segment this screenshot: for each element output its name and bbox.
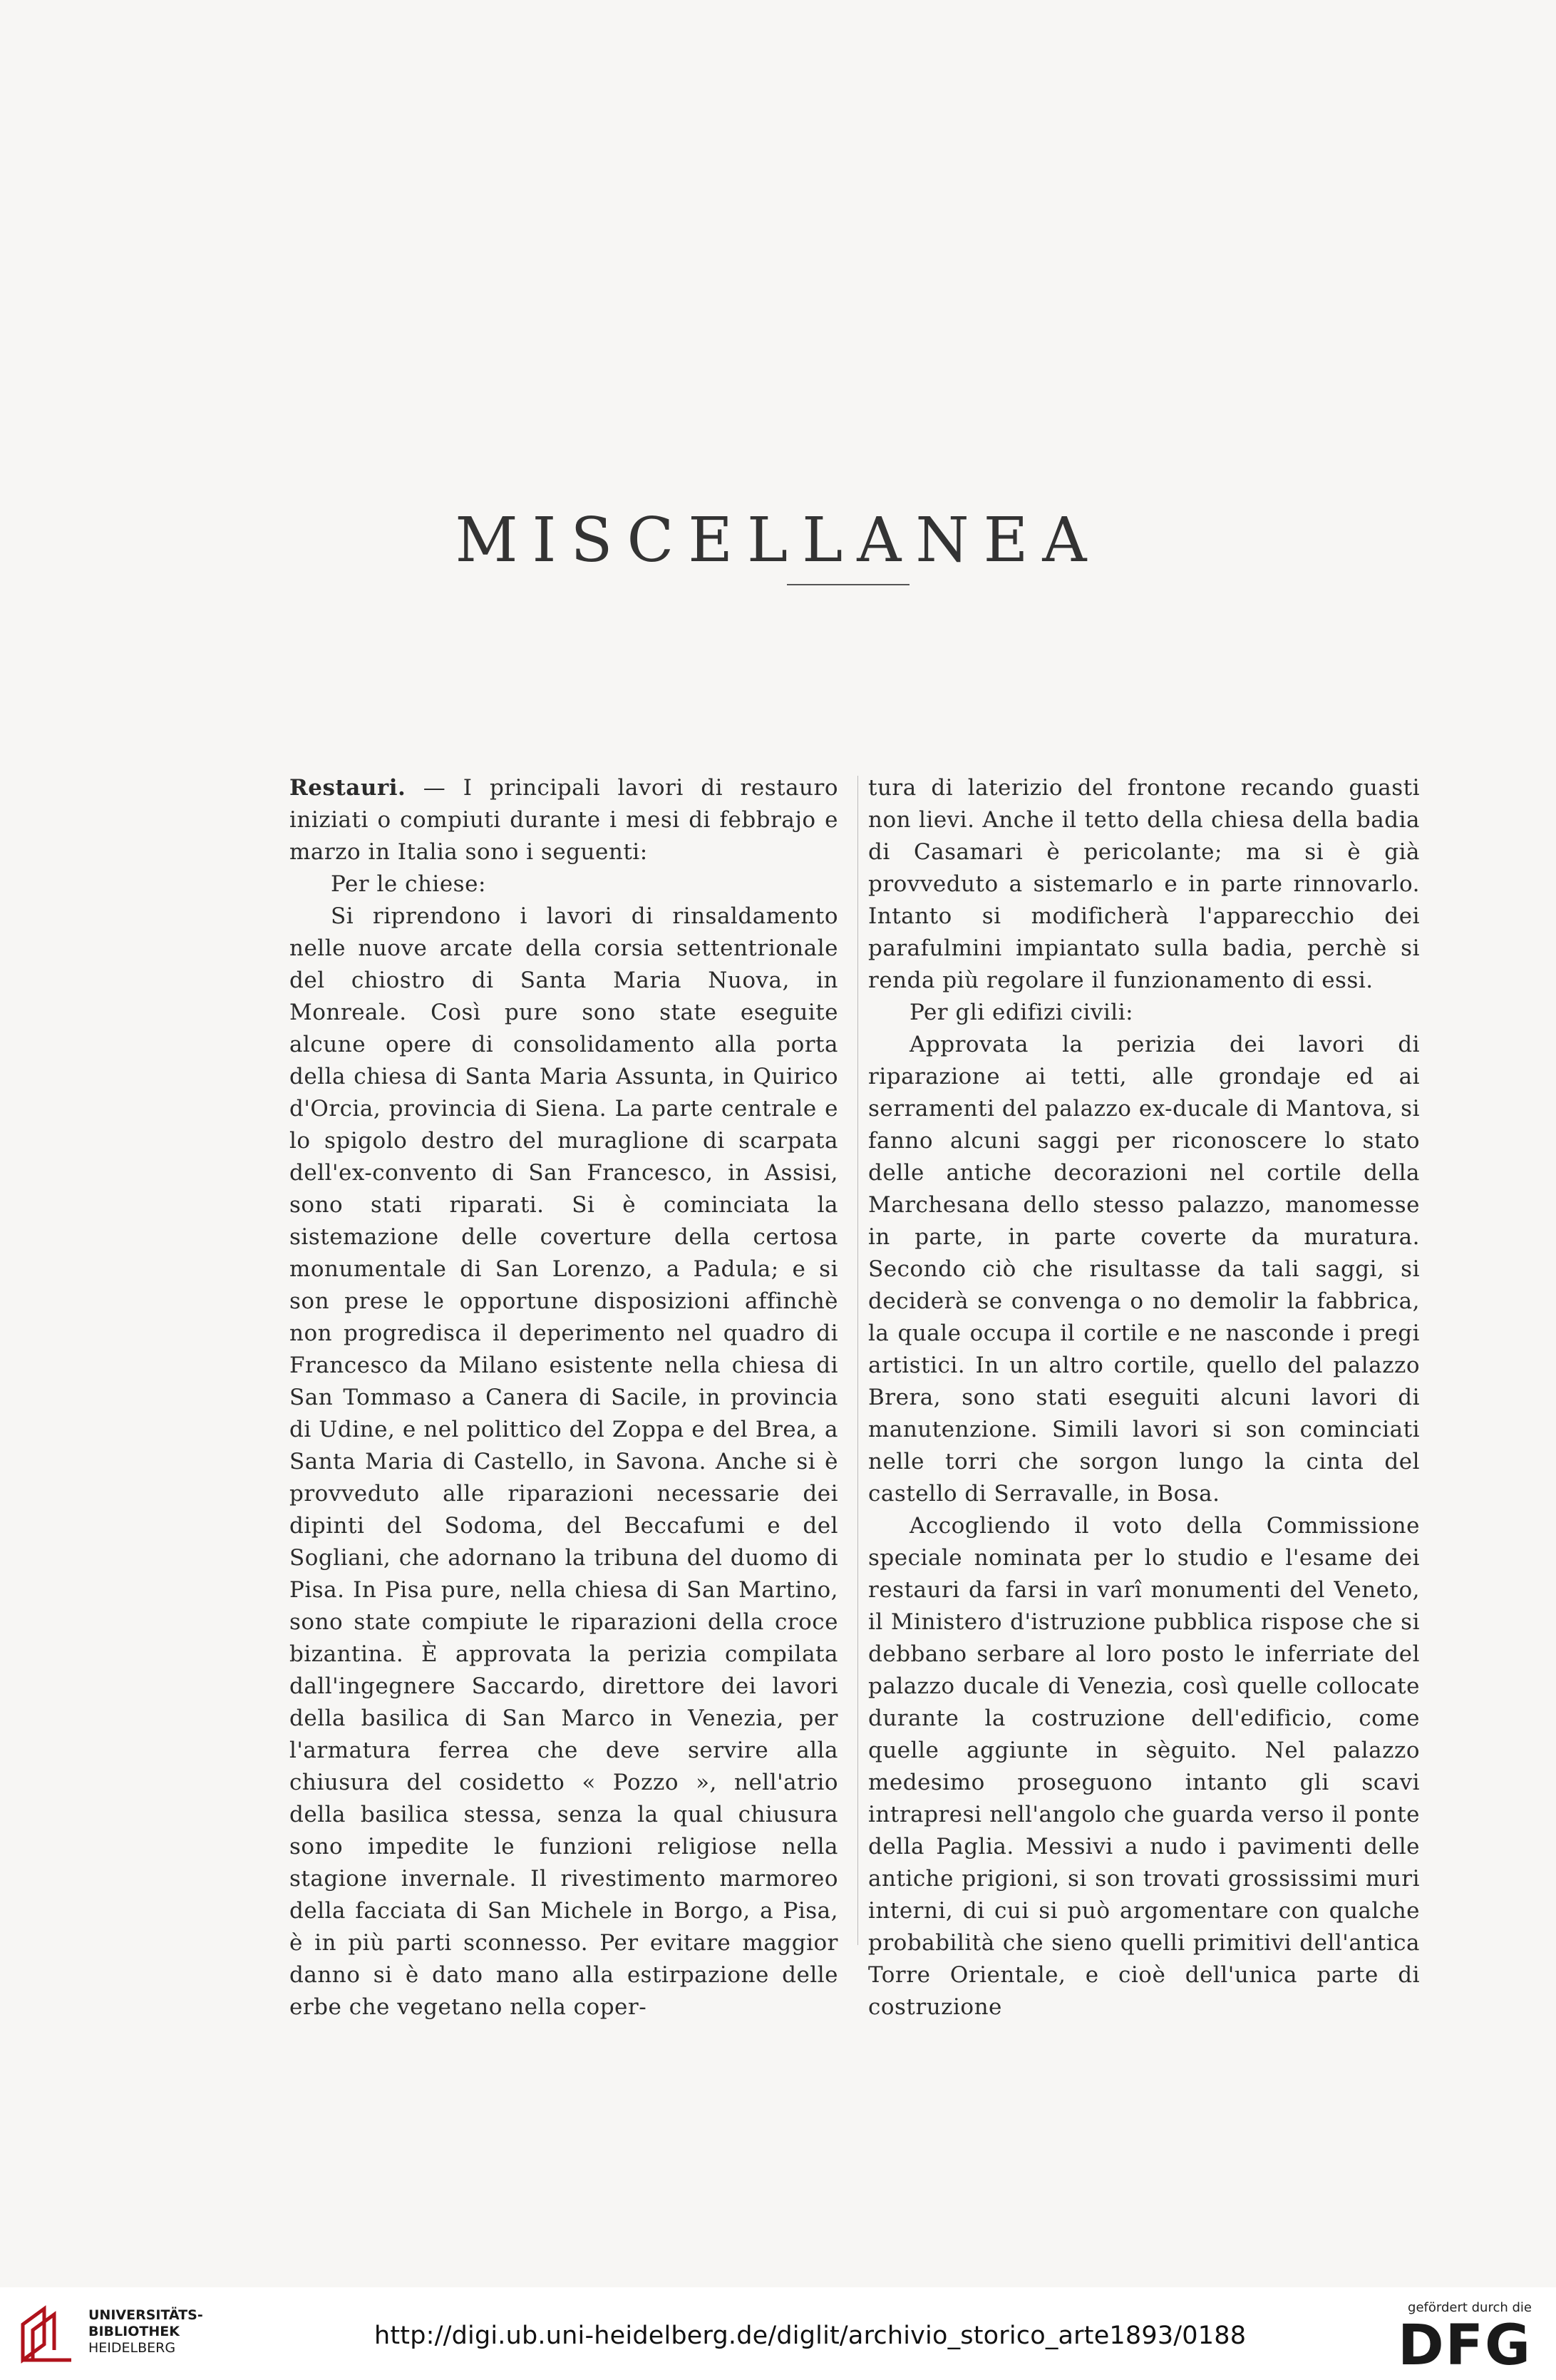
dfg-logo: DFG [1397,2314,1532,2378]
source-url-link[interactable]: http://digi.ub.uni-heidelberg.de/diglit/archivio_storico_arte1893/0188 [374,2322,1247,2350]
paragraph: Approvata la perizia dei lavori di riparazione ai tetti, alle grondaje ed ai serramenti del palazzo ex-ducale di Mantova, si fanno alcuni saggi per riconoscere lo stato delle antiche decorazioni nel cortile della Marchesana dello stesso palazzo, manomesse in parte, in parte coverte da muratura. Secondo ciò che risultasse da tali saggi, si deciderà se convenga o no demolir la fabbrica, la quale occupa il cortile e ne nasconde i pregi artistici. In un altro cortile, quello del palazzo Brera, sono stati eseguiti alcuni lavori di manutenzione. Simili lavori si son cominciati nelle torri che sorgon lungo la cinta del castello di Serravalle, in Bosa. [868,1032,1420,1507]
paragraph: Accogliendo il voto della Commissione speciale nominata per lo studio e l'esame dei restauri da farsi in varî monumenti del Veneto, il Ministero d'istruzione pubblica rispose che si debbano serbare al loro posto le inferriate del palazzo ducale di Venezia, così quelle collocate durante la costruzione dell'edificio, come quelle aggiunte in sèguito. Nel palazzo medesimo proseguono intanto gli scavi intrapresi nell'angolo che guarda verso il ponte della Paglia. Messivi a nudo i pavimenti delle antiche prigioni, si son trovati grossissimi muri interni, di cui si può argomentare con qualche probabilità che sieno quelli primitivi dell'antica Torre Orientale, e cioè dell'unica parte di costruzione [868,1513,1420,2020]
sponsor-text: gefördert durch die [1408,2300,1532,2315]
paragraph: tura di laterizio del frontone recando guasti non lievi. Anche il tetto della chiesa della badia di Casamari è pericolante; ma si è già provveduto a sistemarlo e in parte rinnovarlo. Intanto si modificherà l'apparecchio dei parafulmini impiantato sulla badia, perchè si renda più regolare il funzionamento di essi. [868,775,1420,993]
paragraph: Si riprendono i lavori di rinsaldamento nelle nuove arcate della corsia settentrionale del chiostro di Santa Maria Nuova, in Monreale. Così pure sono state eseguite alcune opere di consolidamento alla porta della chiesa di Santa Maria Assunta, in Quirico d'Orcia, provincia di Siena. La parte centrale e lo spigolo destro del muraglione di scarpata dell'ex-convento di San Francesco, in Assisi, sono stati riparati. Si è cominciata la sistemazione delle coverture della certosa monumentale di San Lorenzo, a Padula; e si son prese le opportune disposizioni affinchè non progredisca il deperimento nel quadro di Francesco da Milano esistente nella chiesa di San Tommaso a Canera di Sacile, in provincia di Udine, e nel polittico del Zoppa e del Brea, a Santa Maria di Castello, in Savona. Anche si è provveduto alle riparazioni necessarie dei dipinti del Sodoma, del Beccafumi e del Sogliani, che adornano la tribuna del duomo di Pisa. In Pisa pure, nella chiesa di San Martino, sono state compiute le riparazioni della croce bizantina. È approvata la perizia compilata dall'ingegnere Saccardo, direttore dei lavori della basilica di San Marco in Venezia, per l'armatura ferrea che deve servire alla chiusura del cosidetto « Pozzo », nell'atrio della basilica stessa, senza la qual chiusura sono impedite le funzioni religiose nella stagione invernale. Il rivestimento marmoreo della facciata di San Michele in Borgo, a Pisa, è in più parti sconnesso. Per evitare maggior danno si è dato mano alla estirpazione delle erbe che vegetano nella coper- [289,903,838,2020]
library-name-line: UNIVERSITÄTS- [88,2307,203,2323]
paragraph: Per gli edifizi civili: [910,1000,1134,1025]
library-name-line: HEIDELBERG [88,2340,176,2356]
library-name-line: BIBLIOTHEK [88,2324,180,2339]
title-rule [787,584,910,585]
column-divider [857,776,858,1945]
section-lead: Restauri. [289,775,406,801]
paragraph [289,772,838,868]
paragraph: Per le chiese: [331,871,486,897]
library-name [88,2307,203,2356]
right-column [868,772,1420,2023]
library-logo-icon [16,2303,78,2364]
page-title: MISCELLANEA [455,504,1101,576]
paragraph-text: — I principali lavori di restauro iniziati o compiuti durante i mesi di febbrajo e marzo in Italia sono i seguenti: [289,775,838,865]
left-column [289,772,838,2023]
